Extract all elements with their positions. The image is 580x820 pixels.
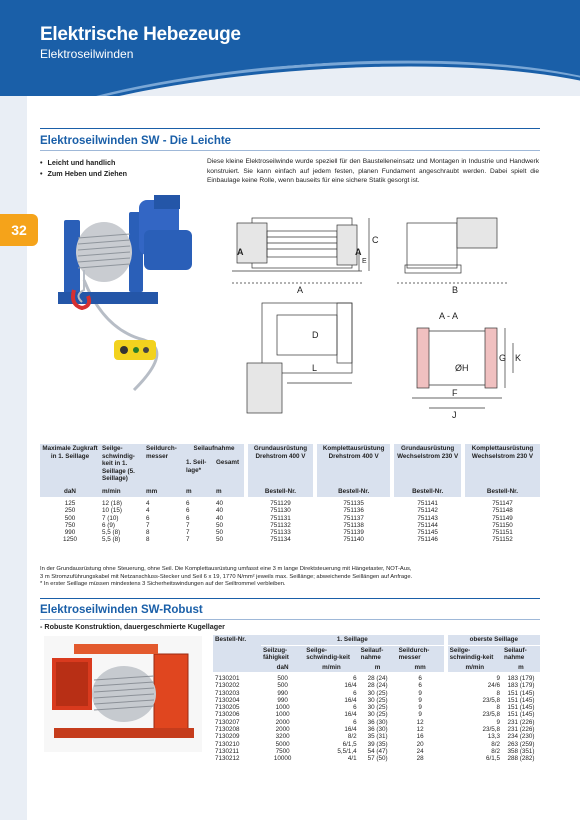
table-cell: 7130207: [215, 718, 240, 726]
table-cell: 751129: [246, 497, 315, 507]
table-row: [213, 741, 540, 748]
table-cell: 6: [353, 704, 357, 712]
table-row: [40, 515, 540, 522]
table-cell: 751151: [463, 529, 540, 536]
table-cell: 5,5 (8): [102, 536, 121, 544]
unit-cell: Bestell-Nr.: [315, 484, 392, 498]
table-cell: 6: [418, 675, 422, 682]
table-cell: 2000: [275, 718, 290, 726]
table-cell: 151 (145): [507, 711, 535, 719]
table-cell: 7130206: [215, 711, 240, 719]
table-cell: 231 (226): [507, 718, 535, 726]
table-cell: 751133: [246, 529, 315, 536]
table-cell: 7130202: [215, 682, 240, 690]
label-K: K: [515, 353, 522, 363]
table-cell: 7: [186, 536, 190, 544]
table-cell: 30 (25): [367, 696, 388, 704]
unit-cell: m/min: [446, 663, 502, 673]
bullet-item: • Leicht und handlich: [40, 157, 127, 168]
table-cell: 9: [446, 672, 502, 682]
label-L: L: [312, 363, 318, 373]
col-header: Bestell-Nr.: [213, 635, 261, 663]
table-row: [213, 704, 540, 711]
table-cell: 751131: [246, 515, 315, 522]
table-cell: 751132: [246, 522, 315, 529]
table-row: [213, 755, 540, 762]
table-cell: 6: [186, 507, 190, 515]
table-cell: 7130211: [215, 747, 240, 755]
table-cell: 6: [186, 500, 190, 507]
unit-cell: m: [502, 663, 540, 673]
table-cell: 750: [64, 521, 76, 529]
table-cell: 6/1,5: [446, 755, 502, 762]
table-cell: 39 (35): [367, 740, 388, 748]
page-subtitle: Elektroseilwinden: [40, 47, 134, 61]
table-cell: 3200: [275, 733, 290, 741]
table-cell: 13,3: [446, 733, 502, 740]
col-header: Maximale Zugkraft in 1. Seillage: [40, 444, 100, 484]
table-cell: 7500: [275, 747, 290, 755]
unit-cell: m: [184, 484, 214, 498]
table-cell: 7 (10): [102, 514, 119, 522]
robust-table-body: [213, 672, 540, 763]
table-cell: 8: [146, 536, 150, 544]
col-header: Komplettausrüstung Drehstrom 400 V: [315, 444, 392, 484]
sw-spec-table: [40, 444, 540, 544]
table-notes: [40, 566, 540, 589]
table-cell: 54 (47): [367, 747, 388, 755]
table-cell: 6: [353, 689, 357, 697]
note-line: * In erster Seillage müssen mindestens 3 Sicherheitswindungen auf der Seiltrommel verbleiben.: [40, 581, 286, 588]
table-cell: 6: [146, 514, 150, 522]
table-cell: 751149: [463, 515, 540, 522]
table-cell: 7130208: [215, 726, 240, 734]
col-header: Seilge-schwindig-keit: [446, 645, 502, 663]
unit-cell: daN: [261, 663, 304, 673]
table-cell: 751146: [392, 536, 463, 543]
table-cell: 4/1: [347, 755, 357, 763]
unit-cell: daN: [40, 484, 100, 498]
group-header-2: oberste Seillage: [446, 635, 540, 645]
label-D: D: [312, 330, 319, 340]
table-cell: 358 (351): [507, 747, 535, 755]
table-cell: 751134: [246, 536, 315, 543]
col-header: Seilauf-nahme: [502, 645, 540, 663]
unit-cell: m: [214, 484, 246, 498]
intro-paragraph: Diese kleine Elektroseilwinde wurde speziell für den Baustelleneinsatz und Montagen in Industrie und Handwerk konstruiert. Sie kann einfach auf jedem festen, planen Fundament angeschraubt werden. Dabei spielt die Einbaulage keine Rolle, wenn bauseits für eine sichere Statik gesorgt ist.: [207, 158, 539, 184]
table-cell: 23/5,8: [446, 697, 502, 704]
table-cell: 12: [416, 718, 424, 726]
col-header: Seilge-schwindig-keit: [304, 645, 358, 663]
table-cell: 751136: [315, 507, 392, 514]
table-cell: 751147: [463, 497, 540, 507]
unit-cell: m/min: [304, 663, 358, 673]
table-cell: 20: [416, 740, 424, 748]
col-subheader: Gesamt: [214, 458, 246, 483]
table-cell: 50: [216, 529, 224, 537]
table-cell: 751144: [392, 522, 463, 529]
section-divider: [40, 598, 540, 599]
table-cell: 7: [146, 521, 150, 529]
technical-drawing: [207, 203, 537, 435]
bullet-item: • Zum Heben und Ziehen: [40, 168, 127, 179]
table-cell: 751150: [463, 522, 540, 529]
table-row: [40, 497, 540, 507]
table-cell: 751139: [315, 529, 392, 536]
table-cell: 40: [216, 500, 224, 507]
table-cell: 7: [186, 529, 190, 537]
label-B: B: [452, 285, 459, 295]
table-cell: 4: [146, 500, 150, 507]
section-underline: [40, 150, 540, 151]
section-title-robust: Elektroseilwinden SW-Robust: [40, 604, 203, 616]
label-C: C: [372, 235, 379, 245]
table-cell: 751135: [315, 497, 392, 507]
col-header: Komplettausrüstung Wechselstrom 230 V: [463, 444, 540, 484]
table-cell: 5000: [275, 740, 290, 748]
col-header: Seildurch-messer: [144, 444, 184, 484]
unit-cell: m/min: [100, 484, 144, 498]
section-underline: [40, 619, 540, 620]
table-cell: 751137: [315, 515, 392, 522]
table-cell: 1000: [275, 711, 290, 719]
table-cell: 231 (226): [507, 726, 535, 734]
table-cell: 6/1,5: [342, 740, 357, 748]
table-row: [40, 536, 540, 543]
table-row: [213, 697, 540, 704]
table-cell: 6: [418, 682, 422, 690]
table-cell: 151 (145): [507, 704, 535, 712]
robust-spec-table: [213, 635, 540, 763]
table-cell: 8: [446, 704, 502, 711]
table-cell: 500: [277, 675, 288, 682]
robust-subtitle: - Robuste Konstruktion, dauergeschmierte Kugellager: [40, 622, 225, 631]
unit-cell: Bestell-Nr.: [246, 484, 315, 498]
table-cell: 9: [418, 696, 422, 704]
table-cell: 234 (230): [507, 733, 535, 741]
table-cell: 16: [416, 733, 424, 741]
table-cell: 1250: [62, 536, 77, 544]
table-cell: 40: [216, 507, 224, 515]
table-cell: 12 (18): [102, 500, 122, 507]
table-cell: 7130210: [215, 740, 240, 748]
table-cell: 16/4: [344, 726, 357, 734]
label-G: G: [499, 353, 507, 363]
table-cell: 5,5 (8): [102, 529, 121, 537]
left-sidebar: [0, 96, 27, 820]
col-header: Grundausrüstung Drehstrom 400 V: [246, 444, 315, 484]
label-F: F: [452, 388, 458, 398]
table-cell: 28: [416, 755, 424, 763]
table-cell: 751152: [463, 536, 540, 543]
table-row: [213, 726, 540, 733]
table-cell: 183 (179): [507, 682, 535, 690]
table-cell: 263 (259): [507, 740, 535, 748]
table-cell: 30 (25): [367, 704, 388, 712]
table-cell: 16/4: [344, 682, 357, 690]
table-cell: 16/4: [344, 696, 357, 704]
table-cell: 183 (179): [507, 675, 535, 682]
unit-cell: [213, 663, 261, 673]
col-header: Seilauf-nahme: [359, 645, 397, 663]
col-subheader: 1. Seil-lage*: [184, 458, 214, 483]
table-cell: 23/5,8: [446, 726, 502, 733]
table-cell: 990: [64, 529, 76, 537]
table-cell: 50: [216, 521, 224, 529]
table-cell: 23/5,8: [446, 711, 502, 718]
table-cell: 40: [216, 514, 224, 522]
table-cell: 24: [416, 747, 424, 755]
table-cell: 1000: [275, 704, 290, 712]
table-cell: 8/2: [347, 733, 357, 741]
unit-cell: Bestell-Nr.: [463, 484, 540, 498]
label-E: E: [362, 258, 367, 265]
note-line: 3 m Stromzuführungskabel mit Netzanschluss-Stecker und Seil 6 x 19, 1770 N/mm² jeweils max. Seillänge; abweichende Seillängen auf Anfrage.: [40, 573, 413, 580]
unit-cell: mm: [397, 663, 446, 673]
table-cell: 7: [186, 521, 190, 529]
label-J: J: [452, 410, 457, 420]
table-cell: 7130205: [215, 704, 240, 712]
table-cell: 36 (30): [367, 718, 388, 726]
col-header: Grundausrüstung Wechselstrom 230 V: [392, 444, 463, 484]
page-number-tab: 32: [0, 214, 38, 246]
table-row: [40, 507, 540, 514]
section-divider: [40, 128, 540, 129]
table-cell: 57 (50): [367, 755, 388, 763]
table-row: [40, 522, 540, 529]
feature-bullets: [40, 157, 127, 179]
label-A-right: A: [355, 247, 362, 257]
table-row: [213, 672, 540, 682]
table-cell: 7130204: [215, 696, 240, 704]
table-cell: 30 (25): [367, 689, 388, 697]
table-cell: 28 (24): [367, 682, 388, 690]
col-header: Seilaufnahme: [184, 444, 246, 458]
table-cell: 6: [353, 718, 357, 726]
table-cell: 125: [64, 500, 76, 507]
table-row: [213, 733, 540, 740]
table-cell: 12: [416, 726, 424, 734]
table-cell: 751141: [392, 497, 463, 507]
table-row: [213, 682, 540, 689]
table-cell: 35 (31): [367, 733, 388, 741]
table-cell: 2000: [275, 726, 290, 734]
table-cell: 36 (30): [367, 726, 388, 734]
table-cell: 990: [277, 689, 288, 697]
table-cell: 751138: [315, 522, 392, 529]
table-cell: 28 (24): [367, 675, 388, 682]
table-cell: 6: [353, 675, 357, 682]
table-row: [213, 690, 540, 697]
table-cell: 10 (15): [102, 507, 122, 515]
note-line: In der Grundausrüstung ohne Steuerung, ohne Seil. Die Komplettausrüstung umfasst eine 3 m lange Direktsteuerung mit Hängetaster, NOT-Aus,: [40, 566, 412, 572]
table-cell: 151 (145): [507, 696, 535, 704]
table-row: [213, 748, 540, 755]
col-header: Seildurch-messer: [397, 645, 446, 663]
table-cell: 6: [186, 514, 190, 522]
page-title: Elektrische Hebezeuge: [40, 24, 241, 45]
table-cell: 7130209: [215, 733, 240, 741]
table-cell: 8/2: [446, 741, 502, 748]
group-header-1: 1. Seillage: [261, 635, 446, 645]
table-cell: 250: [64, 507, 76, 515]
table-cell: 50: [216, 536, 224, 544]
label-AA: A - A: [439, 311, 459, 321]
unit-cell: m: [359, 663, 397, 673]
table-cell: 8/2: [446, 748, 502, 755]
table-cell: 500: [64, 514, 76, 522]
table-cell: 151 (145): [507, 689, 535, 697]
col-header: Seilge-schwindig-keit in 1. Seillage (5. Seillage): [100, 444, 144, 484]
table-cell: 751143: [392, 515, 463, 522]
unit-cell: mm: [144, 484, 184, 498]
unit-cell: Bestell-Nr.: [392, 484, 463, 498]
table-cell: 7130201: [215, 675, 240, 682]
table-cell: 9: [446, 719, 502, 726]
section-title-sw: Elektroseilwinden SW - Die Leichte: [40, 135, 232, 147]
table-cell: 751142: [392, 507, 463, 514]
label-A-dim: A: [297, 285, 304, 295]
table-cell: 10000: [273, 755, 292, 763]
table-cell: 24/6: [446, 682, 502, 689]
table-cell: 4: [146, 507, 150, 515]
table-cell: 500: [277, 682, 288, 690]
table-row: [40, 529, 540, 536]
label-H: ØH: [455, 363, 469, 373]
table-cell: 7130203: [215, 689, 240, 697]
table-cell: 9: [418, 711, 422, 719]
col-header: Seilzug-fähigkeit: [261, 645, 304, 663]
label-A-left: A: [237, 247, 244, 257]
table-cell: 990: [277, 696, 288, 704]
table-cell: 16/4: [344, 711, 357, 719]
table-cell: 751130: [246, 507, 315, 514]
table-cell: 8: [146, 529, 150, 537]
table-cell: 7130212: [215, 755, 240, 763]
sw-table-body: [40, 497, 540, 544]
table-cell: 5,5/1,4: [337, 747, 357, 755]
winch-robust-photo: [44, 636, 202, 752]
table-row: [213, 719, 540, 726]
table-row: [213, 711, 540, 718]
table-cell: 751148: [463, 507, 540, 514]
table-cell: 8: [446, 690, 502, 697]
table-cell: 751145: [392, 529, 463, 536]
table-cell: 751140: [315, 536, 392, 543]
table-cell: 9: [418, 689, 422, 697]
winch-sw-photo: [44, 190, 199, 415]
table-cell: 30 (25): [367, 711, 388, 719]
table-cell: 6 (9): [102, 521, 115, 529]
table-cell: 288 (282): [507, 755, 535, 763]
table-cell: 9: [418, 704, 422, 712]
